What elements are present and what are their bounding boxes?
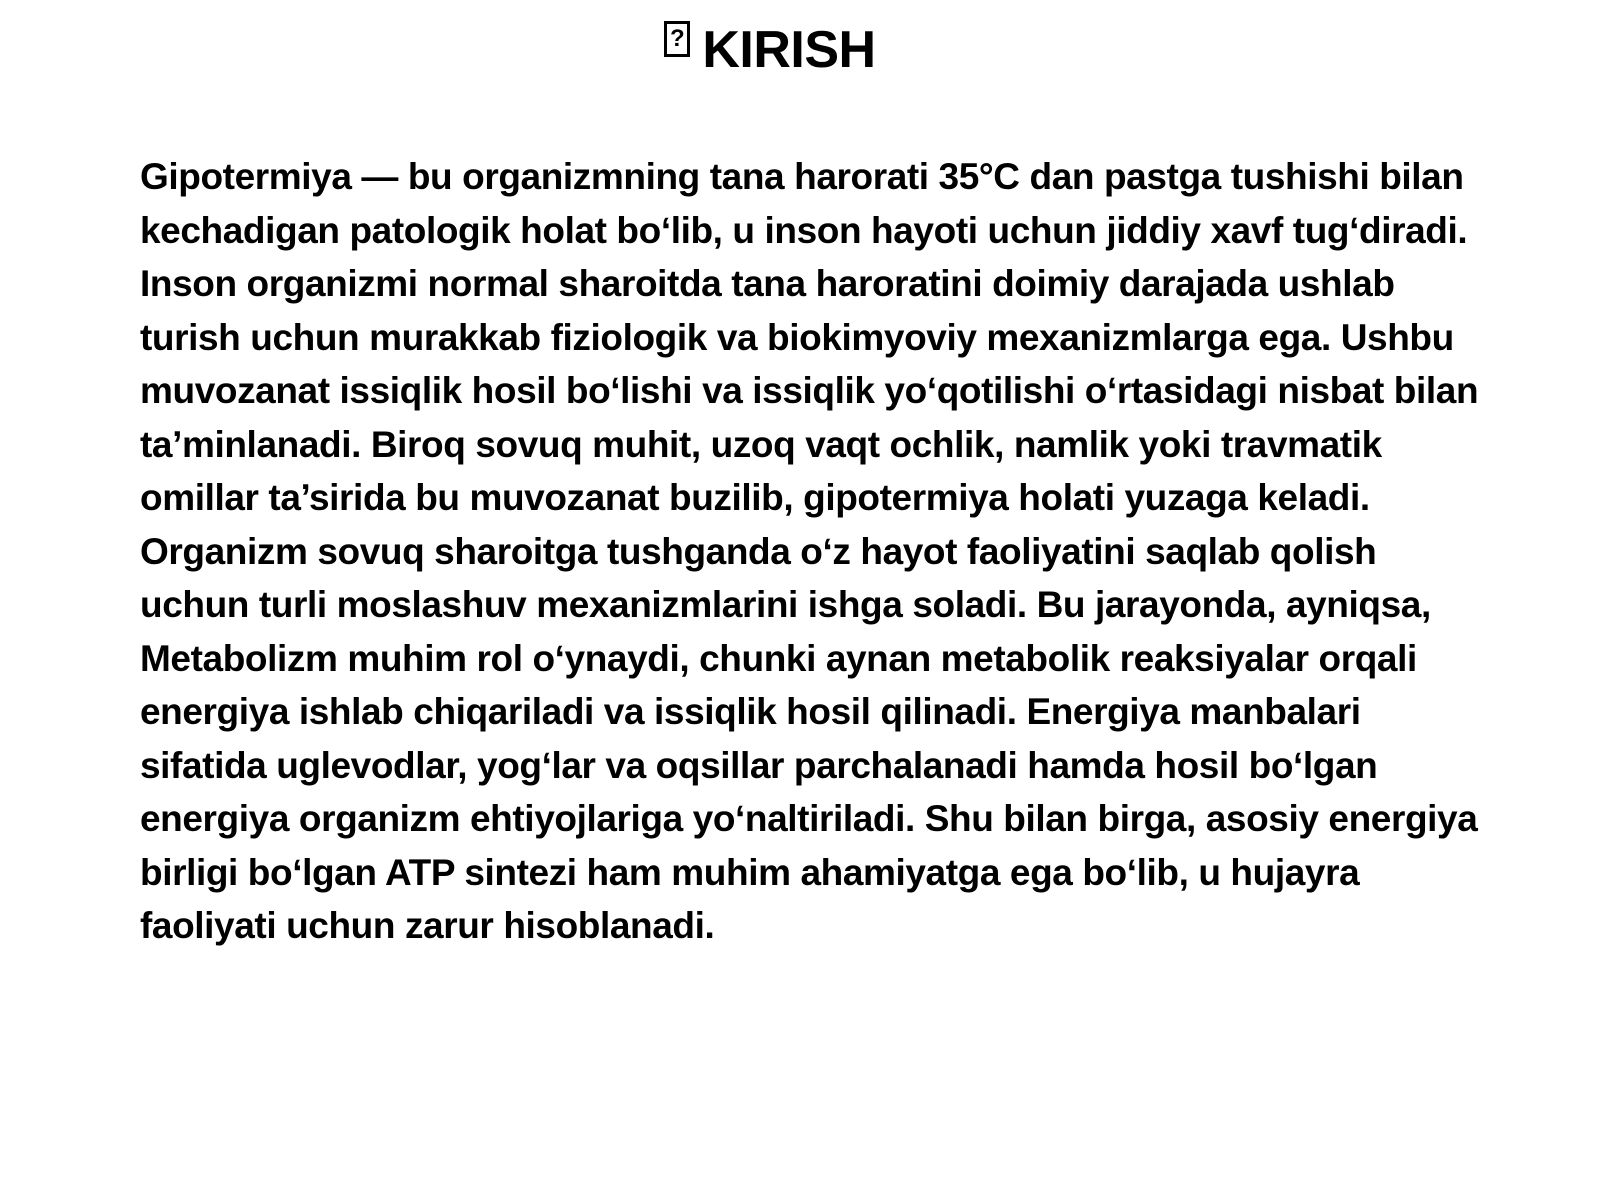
missing-glyph-icon [664,21,690,57]
paragraph-metabolism: Organizm sovuq sharoitga tushganda o‘z hayot faoliyatini saqlab qolish uchun turli moslashuv mexanizmlarini ishga soladi. Bu jarayonda, ayniqsa, Metabolizm muhim rol o‘ynaydi, chunki aynan metabolik reaksiyalar orqali energiya ishlab chiqariladi va issiqlik hosil qilinadi. Energiya manbalari sifatida uglevodlar, yog‘lar va oqsillar parchalanadi hamda hosil bo‘lgan energiya organizm ehtiyojlariga yo‘naltiriladi. Shu bilan birga, asosiy energiya birligi bo‘lgan ATP sintezi ham muhim ahamiyatga ega bo‘lib, u hujayra faoliyati uchun zarur hisoblanadi. [140,530,1478,946]
paragraph-definition: Gipotermiya — bu organizmning tana harorati 35°C dan pastga tushishi bilan kechadigan patologik holat bo‘lib, u inson hayoti uchun jiddiy xavf tug‘diradi. Inson organizmi normal sharoitda tana haroratini doimiy darajada ushlab turish uchun murakkab fiziologik va biokimyoviy mexanizmlarga ega. Ushbu muvozanat issiqlik hosil bo‘lishi va issiqlik yo‘qotilishi o‘rtasidagi nisbat bilan ta’minlanadi. Biroq sovuq muhit, uzoq vaqt ochlik, namlik yoki travmatik omillar ta’sirida bu muvozanat buzilib, gipotermiya holati yuzaga keladi. [140,156,1479,518]
title-text: KIRISH [702,21,876,79]
slide-title [0,20,1540,80]
body-text [140,150,1480,953]
